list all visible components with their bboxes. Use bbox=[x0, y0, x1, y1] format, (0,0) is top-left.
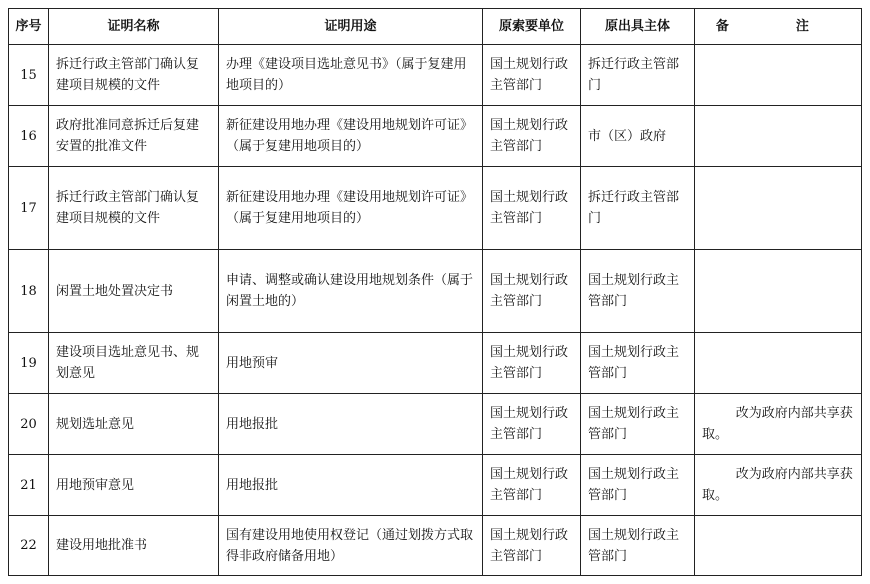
cell-usage: 办理《建设项目选址意见书》（属于复建用地项目的） bbox=[219, 45, 483, 106]
cell-usage: 新征建设用地办理《建设用地规划许可证》（属于复建用地项目的） bbox=[219, 106, 483, 167]
cell-remark bbox=[695, 333, 862, 394]
cell-requester: 国土规划行政主管部门 bbox=[483, 45, 581, 106]
cell-remark bbox=[695, 106, 862, 167]
header-seq: 序号 bbox=[9, 9, 49, 45]
header-requester: 原索要单位 bbox=[483, 9, 581, 45]
cell-name: 建设用地批准书 bbox=[49, 516, 219, 576]
table-row bbox=[9, 45, 862, 106]
cell-name: 拆迁行政主管部门确认复建项目规模的文件 bbox=[49, 45, 219, 106]
header-remark: 备 注 bbox=[695, 9, 862, 45]
header-name: 证明名称 bbox=[49, 9, 219, 45]
header-usage: 证明用途 bbox=[219, 9, 483, 45]
cell-seq: 15 bbox=[9, 45, 49, 106]
cell-name: 建设项目选址意见书、规划意见 bbox=[49, 333, 219, 394]
cell-name: 闲置土地处置决定书 bbox=[49, 250, 219, 333]
cell-issuer: 国土规划行政主管部门 bbox=[581, 250, 695, 333]
cell-requester: 国土规划行政主管部门 bbox=[483, 106, 581, 167]
cell-issuer: 国土规划行政主管部门 bbox=[581, 455, 695, 516]
cell-seq: 21 bbox=[9, 455, 49, 516]
cell-issuer: 国土规划行政主管部门 bbox=[581, 516, 695, 576]
table-row bbox=[9, 455, 862, 516]
cell-remark bbox=[695, 45, 862, 106]
table-row bbox=[9, 167, 862, 250]
cell-issuer: 国土规划行政主管部门 bbox=[581, 333, 695, 394]
cell-usage: 用地报批 bbox=[219, 394, 483, 455]
cell-issuer: 拆迁行政主管部门 bbox=[581, 167, 695, 250]
cell-requester: 国土规划行政主管部门 bbox=[483, 455, 581, 516]
table-row bbox=[9, 394, 862, 455]
header-issuer: 原出具主体 bbox=[581, 9, 695, 45]
cell-seq: 17 bbox=[9, 167, 49, 250]
cell-remark bbox=[695, 516, 862, 576]
certificate-table bbox=[8, 8, 862, 576]
cell-issuer: 国土规划行政主管部门 bbox=[581, 394, 695, 455]
remark-text: 改为政府内部共享获取。 bbox=[702, 406, 853, 442]
cell-requester: 国土规划行政主管部门 bbox=[483, 394, 581, 455]
cell-usage: 新征建设用地办理《建设用地规划许可证》（属于复建用地项目的） bbox=[219, 167, 483, 250]
cell-seq: 20 bbox=[9, 394, 49, 455]
cell-usage: 申请、调整或确认建设用地规划条件（属于闲置土地的） bbox=[219, 250, 483, 333]
table-row bbox=[9, 516, 862, 576]
cell-seq: 16 bbox=[9, 106, 49, 167]
cell-requester: 国土规划行政主管部门 bbox=[483, 250, 581, 333]
cell-remark bbox=[695, 167, 862, 250]
cell-requester: 国土规划行政主管部门 bbox=[483, 167, 581, 250]
cell-remark bbox=[695, 250, 862, 333]
table-row bbox=[9, 106, 862, 167]
cell-seq: 22 bbox=[9, 516, 49, 576]
cell-usage: 国有建设用地使用权登记（通过划拨方式取得非政府储备用地） bbox=[219, 516, 483, 576]
cell-name: 拆迁行政主管部门确认复建项目规模的文件 bbox=[49, 167, 219, 250]
cell-seq: 18 bbox=[9, 250, 49, 333]
table-row bbox=[9, 250, 862, 333]
table-header-row bbox=[9, 9, 862, 45]
cell-seq: 19 bbox=[9, 333, 49, 394]
cell-usage: 用地报批 bbox=[219, 455, 483, 516]
cell-issuer: 拆迁行政主管部门 bbox=[581, 45, 695, 106]
cell-remark bbox=[695, 394, 862, 455]
cell-name: 用地预审意见 bbox=[49, 455, 219, 516]
cell-issuer: 市（区）政府 bbox=[581, 106, 695, 167]
table-row bbox=[9, 333, 862, 394]
cell-remark bbox=[695, 455, 862, 516]
cell-name: 规划选址意见 bbox=[49, 394, 219, 455]
cell-name: 政府批准同意拆迁后复建安置的批准文件 bbox=[49, 106, 219, 167]
cell-usage: 用地预审 bbox=[219, 333, 483, 394]
remark-text: 改为政府内部共享获取。 bbox=[702, 467, 853, 503]
cell-requester: 国土规划行政主管部门 bbox=[483, 333, 581, 394]
cell-requester: 国土规划行政主管部门 bbox=[483, 516, 581, 576]
